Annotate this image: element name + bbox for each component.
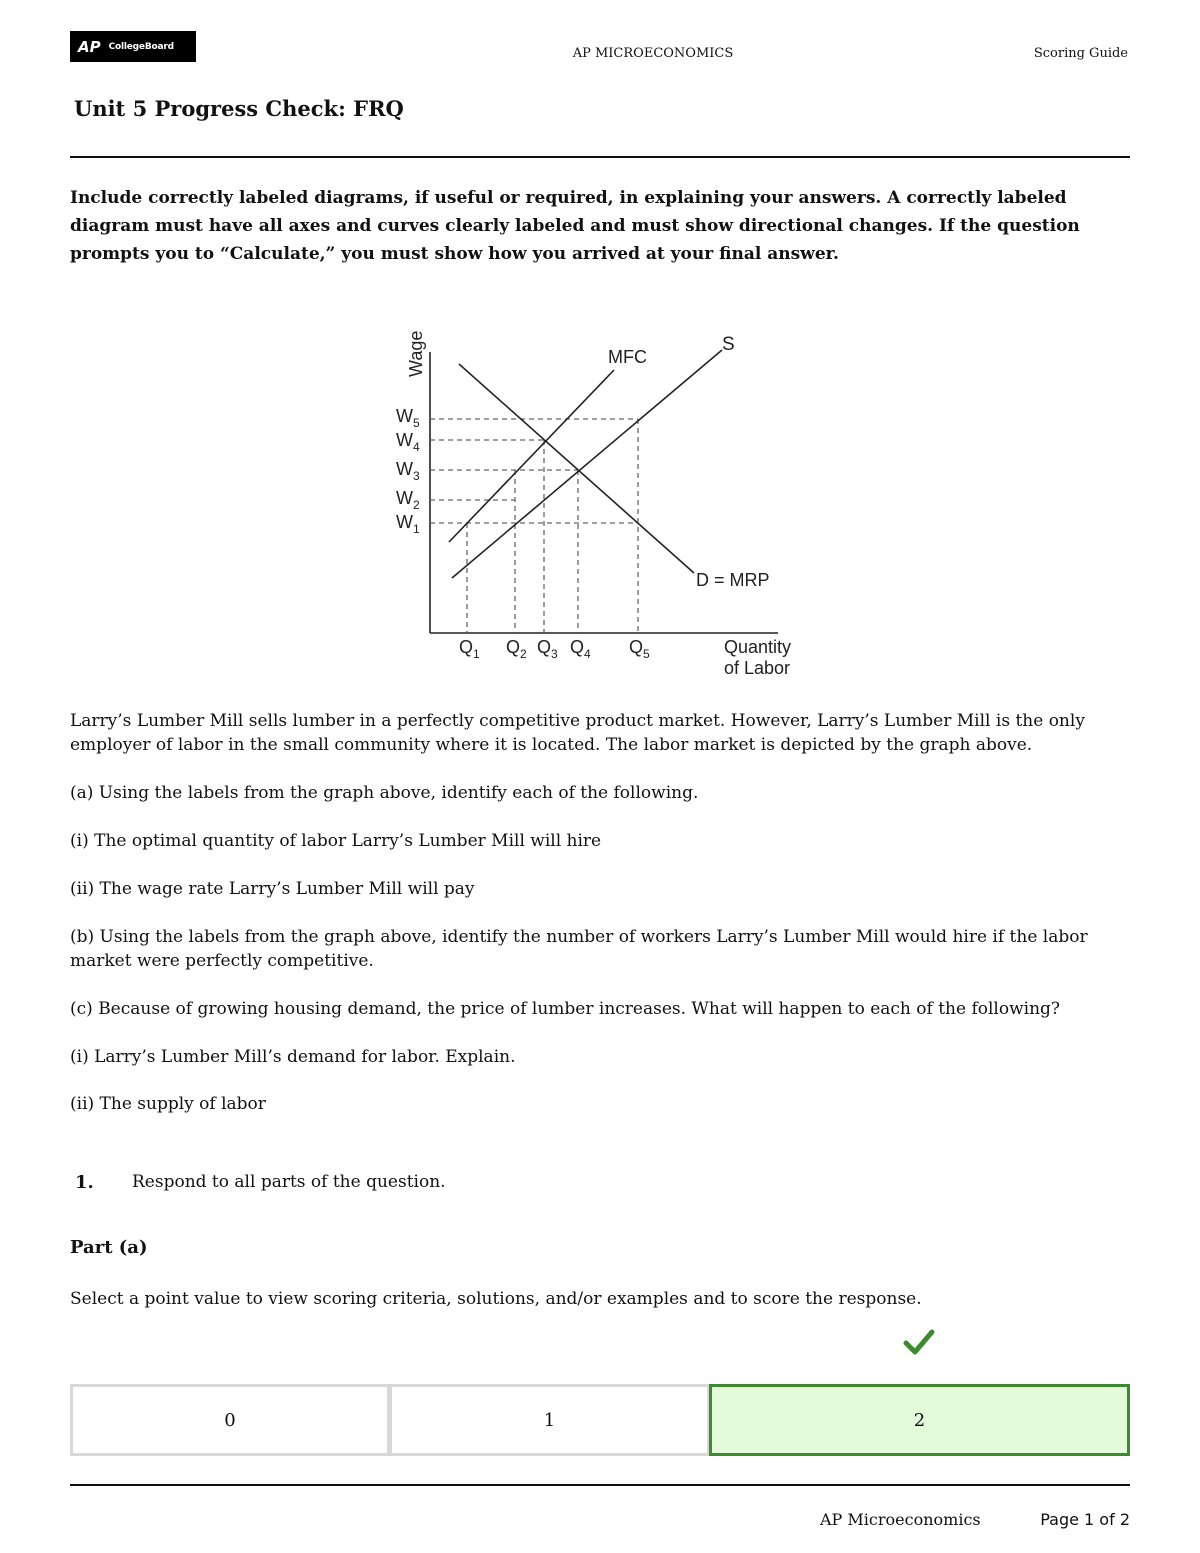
q2-label: $Q_2$: [506, 637, 527, 661]
q5-label: $Q_5$: [629, 637, 650, 661]
footer-page-number: Page 1 of 2: [1040, 1510, 1130, 1529]
score-option-label: 0: [224, 1409, 236, 1431]
x-axis-label-line2: of Labor: [724, 658, 791, 678]
question-part-a-i: (i) The optimal quantity of labor Larry’s Lumber Mill will hire: [70, 831, 602, 851]
w1-label: $W_1$: [396, 512, 420, 536]
w2-label: $W_2$: [396, 488, 420, 512]
question-part-b: (b) Using the labels from the graph above, identify the number of workers Larry’s Lumber Mill would hire if the labor market were perfectly competitive.: [70, 927, 1088, 971]
part-label: Part (a): [70, 1237, 148, 1258]
footer-course: AP Microeconomics: [820, 1510, 981, 1529]
y-axis-label: Wage: [406, 330, 426, 377]
score-option-label: 2: [913, 1409, 926, 1431]
score-option-0[interactable]: [70, 1384, 390, 1456]
select-prompt: Select a point value to view scoring criteria, solutions, and/or examples and to score the response.: [70, 1289, 922, 1309]
question-part-a: (a) Using the labels from the graph above, identify each of the following.: [70, 783, 699, 803]
q3-label: $Q_3$: [537, 637, 558, 661]
question-part-a-ii: (ii) The wage rate Larry’s Lumber Mill will pay: [70, 879, 475, 899]
mfc-label: MFC: [608, 347, 647, 367]
page-title: Unit 5 Progress Check: FRQ: [74, 96, 404, 121]
question-number: 1.: [75, 1172, 94, 1193]
score-option-2[interactable]: [709, 1384, 1130, 1456]
header-subject: AP MICROECONOMICS: [572, 46, 734, 61]
logo-ap-text: AP: [78, 37, 101, 56]
logo-cb-text: CollegeBoard: [108, 41, 174, 52]
w4-label: $W_4$: [396, 430, 420, 454]
demand-label: D = MRP: [696, 570, 770, 590]
mfc-curve: [449, 370, 614, 542]
w3-label: $W_3$: [396, 459, 420, 483]
header-guide: Scoring Guide: [1033, 46, 1128, 61]
check-icon: [903, 1328, 935, 1356]
q4-label: $Q_4$: [570, 637, 591, 661]
supply-curve: [452, 350, 722, 578]
question-part-c: (c) Because of growing housing demand, the price of lumber increases. What will happen to each of the following?: [70, 999, 1061, 1019]
score-option-1[interactable]: [389, 1384, 710, 1456]
instructions: Include correctly labeled diagrams, if useful or required, in explaining your answers. A correctly labeled diagram must have all axes and curves clearly labeled and must show directional changes. If the question prompts you to “Calculate,” you must show how you arrived at your final answer.: [70, 188, 1080, 264]
score-option-label: 1: [543, 1409, 556, 1431]
supply-label: S: [722, 334, 735, 355]
q1-label: $Q_1$: [459, 637, 480, 661]
x-axis-label-line1: Quantity: [724, 637, 792, 657]
question-part-c-ii: (ii) The supply of labor: [70, 1094, 266, 1114]
question-part-c-i: (i) Larry’s Lumber Mill’s demand for labor. Explain.: [70, 1047, 516, 1067]
header-divider: [70, 156, 1130, 158]
w5-label: $W_5$: [396, 406, 420, 430]
respond-instruction: Respond to all parts of the question.: [132, 1172, 446, 1192]
question-intro: Larry’s Lumber Mill sells lumber in a perfectly competitive product market. However, Larry’s Lumber Mill is the only employer of labor in the small community where it is located. The labor market is depicted by the graph above.: [70, 711, 1085, 755]
footer-divider: [70, 1484, 1130, 1486]
labor-market-graph: [380, 310, 820, 690]
